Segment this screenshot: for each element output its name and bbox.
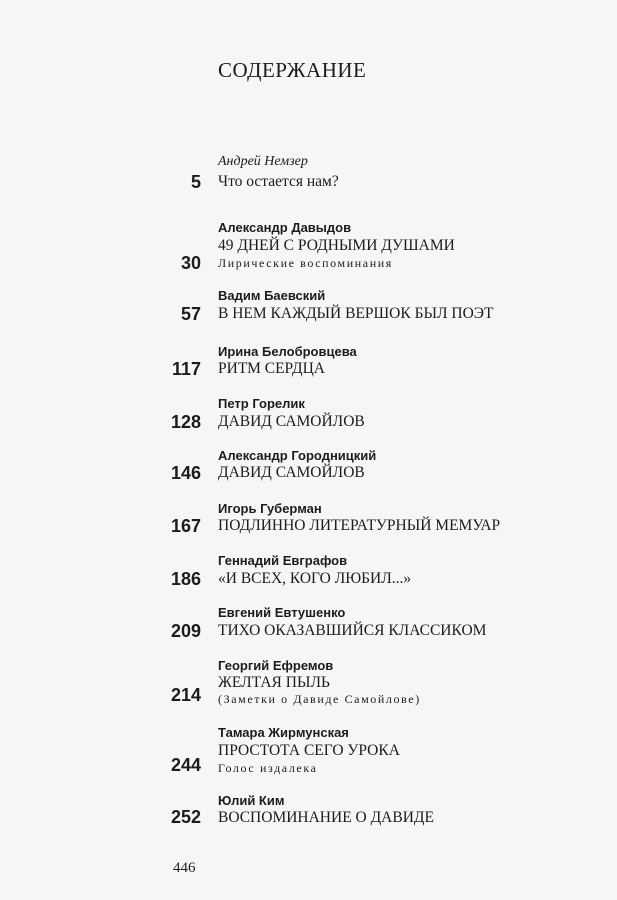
toc-page-number: 57 — [180, 304, 201, 324]
page-title: СОДЕРЖАНИЕ — [218, 58, 367, 82]
toc-subtitle: Голос издалека — [218, 761, 318, 775]
toc-author: Андрей Немзер — [218, 154, 308, 169]
toc-page-number: 214 — [170, 685, 201, 705]
toc-page-number: 244 — [170, 755, 201, 775]
toc-title: ДАВИД САМОЙЛОВ — [218, 464, 365, 481]
toc-title: ТИХО ОКАЗАВШИЙСЯ КЛАССИКОМ — [218, 622, 487, 639]
toc-title: 49 ДНЕЙ С РОДНЫМИ ДУШАМИ — [218, 237, 455, 254]
toc-author: Ирина Белобровцева — [218, 344, 357, 359]
toc-author: Георгий Ефремов — [218, 658, 334, 673]
toc-subtitle: Лирические воспоминания — [218, 256, 393, 270]
toc-page-number: 209 — [170, 621, 201, 641]
toc-page-number: 117 — [171, 359, 201, 379]
toc-author: Юлий Ким — [218, 793, 285, 808]
toc-page-number: 5 — [190, 172, 201, 192]
toc-title: ДАВИД САМОЙЛОВ — [218, 413, 365, 430]
toc-page-number: 186 — [170, 569, 201, 589]
toc-title: ВОСПОМИНАНИЕ О ДАВИДЕ — [218, 809, 434, 826]
toc-author: Александр Городницкий — [218, 448, 377, 463]
toc-author: Вадим Баевский — [218, 288, 326, 303]
toc-subtitle: (Заметки о Давиде Самойлове) — [218, 692, 421, 706]
toc-author: Геннадий Евграфов — [218, 553, 348, 568]
toc-author: Евгений Евтушенко — [218, 605, 346, 620]
toc-author: Тамара Жирмунская — [218, 725, 349, 740]
toc-title: ЖЕЛТАЯ ПЫЛЬ — [218, 674, 330, 691]
toc-title: В НЕМ КАЖДЫЙ ВЕРШОК БЫЛ ПОЭТ — [218, 305, 494, 322]
toc-page-number: 252 — [170, 807, 201, 827]
page-number: 446 — [173, 860, 196, 876]
toc-title: РИТМ СЕРДЦА — [218, 360, 325, 377]
toc-author: Александр Давыдов — [218, 220, 352, 235]
toc-title: «И ВСЕХ, КОГО ЛЮБИЛ...» — [218, 570, 412, 587]
toc-page-number: 167 — [170, 516, 201, 536]
toc-page-number: 128 — [170, 412, 201, 432]
toc-author: Петр Горелик — [218, 396, 305, 411]
toc-title: ПРОСТОТА СЕГО УРОКА — [218, 742, 400, 759]
toc-page-number: 30 — [180, 253, 201, 273]
toc-title: Что остается нам? — [218, 173, 339, 190]
toc-title: ПОДЛИННО ЛИТЕРАТУРНЫЙ МЕМУАР — [218, 517, 501, 534]
toc-page-number: 146 — [170, 463, 201, 483]
toc-author: Игорь Губерман — [218, 501, 322, 516]
